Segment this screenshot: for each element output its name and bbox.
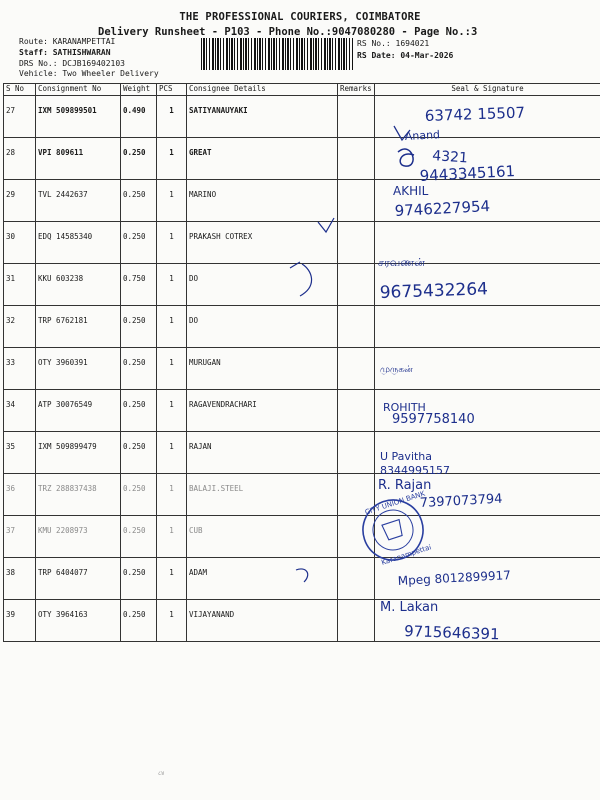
table-header-row — [4, 84, 600, 96]
cell-sno: 37 — [4, 516, 36, 558]
cell-consignee: BALAJI.STEEL — [187, 474, 338, 516]
cell-signature — [375, 558, 600, 600]
cell-pcs: 1 — [157, 306, 187, 348]
cell-consignment: OTY 3960391 — [36, 348, 121, 390]
handwritten-phone: 7397073794 — [419, 491, 503, 511]
cell-weight: 0.250 — [121, 306, 157, 348]
cell-consignee: PRAKASH COTREX — [187, 222, 338, 264]
col-sno: S No — [4, 84, 36, 96]
handwritten-phone: 9746227954 — [394, 197, 491, 220]
cell-signature — [375, 138, 600, 180]
cell-pcs: 1 — [157, 348, 187, 390]
col-consignee: Consignee Details — [187, 84, 338, 96]
runsheet-title: Delivery Runsheet - P103 - Phone No.:9047080280 - Page No.:3 — [98, 26, 478, 38]
cell-remarks — [338, 96, 375, 138]
handwritten-name: ROHITH — [383, 401, 426, 414]
page-footer-mark: ८४ — [158, 770, 165, 777]
table-row — [4, 138, 600, 180]
cell-consignment: KMU 2208973 — [36, 516, 121, 558]
cell-consignment: IXM 509899479 — [36, 432, 121, 474]
cell-consignee: ADAM — [187, 558, 338, 600]
cell-consignee: SATIYANAUYAKI — [187, 96, 338, 138]
cell-sno: 33 — [4, 348, 36, 390]
seal-text-top: CITY UNION BANK — [364, 489, 427, 517]
cell-consignment: VPI 809611 — [36, 138, 121, 180]
vehicle-label: Vehicle: Two Wheeler Delivery — [19, 69, 159, 78]
runsheet-table — [3, 83, 600, 642]
cell-signature — [375, 474, 600, 516]
cell-weight: 0.750 — [121, 264, 157, 306]
cell-pcs: 1 — [157, 474, 187, 516]
cell-weight: 0.250 — [121, 558, 157, 600]
cell-pcs: 1 — [157, 138, 187, 180]
cell-remarks — [338, 432, 375, 474]
cell-remarks — [338, 474, 375, 516]
handwritten-phone: 9675432264 — [379, 279, 489, 303]
cell-consignment: TRP 6762181 — [36, 306, 121, 348]
cell-remarks — [338, 306, 375, 348]
cell-pcs: 1 — [157, 600, 187, 642]
cell-pcs: 1 — [157, 390, 187, 432]
cell-consignee: CUB — [187, 516, 338, 558]
cell-consignment: EDQ 14585340 — [36, 222, 121, 264]
cell-remarks — [338, 180, 375, 222]
cell-signature — [375, 306, 600, 348]
handwritten-name: Mpeg 8012899917 — [397, 568, 512, 588]
handwritten-name: AKHIL — [393, 184, 429, 198]
cell-consignee: MARINO — [187, 180, 338, 222]
handwritten-name: M. Lakan — [380, 600, 439, 615]
cell-pcs: 1 — [157, 516, 187, 558]
cell-pcs: 1 — [157, 432, 187, 474]
cell-weight: 0.250 — [121, 432, 157, 474]
rs-number: RS No.: 1694021 — [357, 39, 430, 48]
cell-signature — [375, 600, 600, 642]
cell-weight: 0.250 — [121, 138, 157, 180]
handwritten-name: Anand — [404, 128, 441, 143]
cell-sno: 30 — [4, 222, 36, 264]
cell-signature — [375, 390, 600, 432]
cell-signature — [375, 264, 600, 306]
handwritten-name: R. Rajan — [378, 478, 432, 493]
cell-weight: 0.250 — [121, 180, 157, 222]
cell-signature — [375, 222, 600, 264]
seal-text-bottom: Karanampettai — [380, 543, 433, 567]
cell-pcs: 1 — [157, 264, 187, 306]
company-title: THE PROFESSIONAL COURIERS, COIMBATORE — [179, 11, 421, 23]
cell-weight: 0.250 — [121, 516, 157, 558]
cell-consignee: GREAT — [187, 138, 338, 180]
table-row — [4, 96, 600, 138]
cell-consignment: ATP 30076549 — [36, 390, 121, 432]
cell-remarks — [338, 558, 375, 600]
cell-consignee: DO — [187, 306, 338, 348]
cell-sno: 39 — [4, 600, 36, 642]
cell-signature — [375, 516, 600, 558]
cell-remarks — [338, 264, 375, 306]
cell-remarks — [338, 222, 375, 264]
route-label: Route: KARANAMPETTAI — [19, 37, 116, 46]
rs-date: RS Date: 04-Mar-2026 — [357, 51, 454, 60]
cell-consignment: KKU 603238 — [36, 264, 121, 306]
barcode — [201, 38, 353, 70]
table-row — [4, 390, 600, 432]
cell-sno: 38 — [4, 558, 36, 600]
cell-signature — [375, 432, 600, 474]
cell-pcs: 1 — [157, 180, 187, 222]
table-row — [4, 432, 600, 474]
cell-sno: 31 — [4, 264, 36, 306]
table-row — [4, 558, 600, 600]
handwritten-phone: 63742 15507 — [424, 103, 526, 125]
handwritten-phone: 9597758140 — [392, 412, 475, 427]
col-pcs: PCS — [157, 84, 187, 96]
cell-consignment: OTY 3964163 — [36, 600, 121, 642]
cell-consignment: TRZ 288837438 — [36, 474, 121, 516]
handwritten-phone: 9443345161 — [419, 162, 516, 185]
cell-consignment: IXM 509899501 — [36, 96, 121, 138]
col-weight: Weight — [121, 84, 157, 96]
cell-consignee: RAGAVENDRACHARI — [187, 390, 338, 432]
cell-signature — [375, 96, 600, 138]
staff-label: Staff: SATHISHWARAN — [19, 48, 111, 57]
table-row — [4, 180, 600, 222]
cell-signature — [375, 348, 600, 390]
drs-label: DRS No.: DCJB16940210З — [19, 59, 125, 68]
cell-signature — [375, 180, 600, 222]
cell-weight: 0.250 — [121, 348, 157, 390]
cell-sno: 29 — [4, 180, 36, 222]
table-row — [4, 348, 600, 390]
col-consignment: Consignment No — [36, 84, 121, 96]
cell-sno: 35 — [4, 432, 36, 474]
cell-sno: 28 — [4, 138, 36, 180]
cell-consignee: MURUGAN — [187, 348, 338, 390]
cell-remarks — [338, 138, 375, 180]
table-row — [4, 264, 600, 306]
cell-sno: 27 — [4, 96, 36, 138]
cell-consignee: DO — [187, 264, 338, 306]
cell-weight: 0.250 — [121, 474, 157, 516]
handwritten-name: U Pavitha — [380, 450, 433, 463]
cell-weight: 0.250 — [121, 390, 157, 432]
cell-weight: 0.250 — [121, 600, 157, 642]
handwritten-name: முருகன் — [380, 365, 413, 375]
table-row — [4, 474, 600, 516]
cell-remarks — [338, 600, 375, 642]
cell-consignment: TVL 2442637 — [36, 180, 121, 222]
cell-consignee: RAJAN — [187, 432, 338, 474]
cell-sno: 34 — [4, 390, 36, 432]
col-remarks: Remarks — [338, 84, 375, 96]
cell-consignment: TRP 6404077 — [36, 558, 121, 600]
handwritten-name: சரவணன் — [378, 256, 425, 269]
cell-pcs: 1 — [157, 558, 187, 600]
col-signature: Seal & Signature — [375, 84, 600, 96]
cell-sno: 36 — [4, 474, 36, 516]
cell-consignee: VIJAYANAND — [187, 600, 338, 642]
cell-remarks — [338, 348, 375, 390]
cell-pcs: 1 — [157, 222, 187, 264]
cell-weight: 0.250 — [121, 222, 157, 264]
table-row — [4, 516, 600, 558]
cell-weight: 0.490 — [121, 96, 157, 138]
handwritten-phone: 8344995157 — [380, 464, 450, 477]
handwritten-code: 4321 — [431, 148, 469, 167]
cell-sno: 32 — [4, 306, 36, 348]
table-row — [4, 306, 600, 348]
cell-pcs: 1 — [157, 96, 187, 138]
cell-remarks — [338, 390, 375, 432]
handwritten-phone: 9715646391 — [403, 622, 500, 644]
table-row — [4, 600, 600, 642]
table-row — [4, 222, 600, 264]
cell-remarks — [338, 516, 375, 558]
